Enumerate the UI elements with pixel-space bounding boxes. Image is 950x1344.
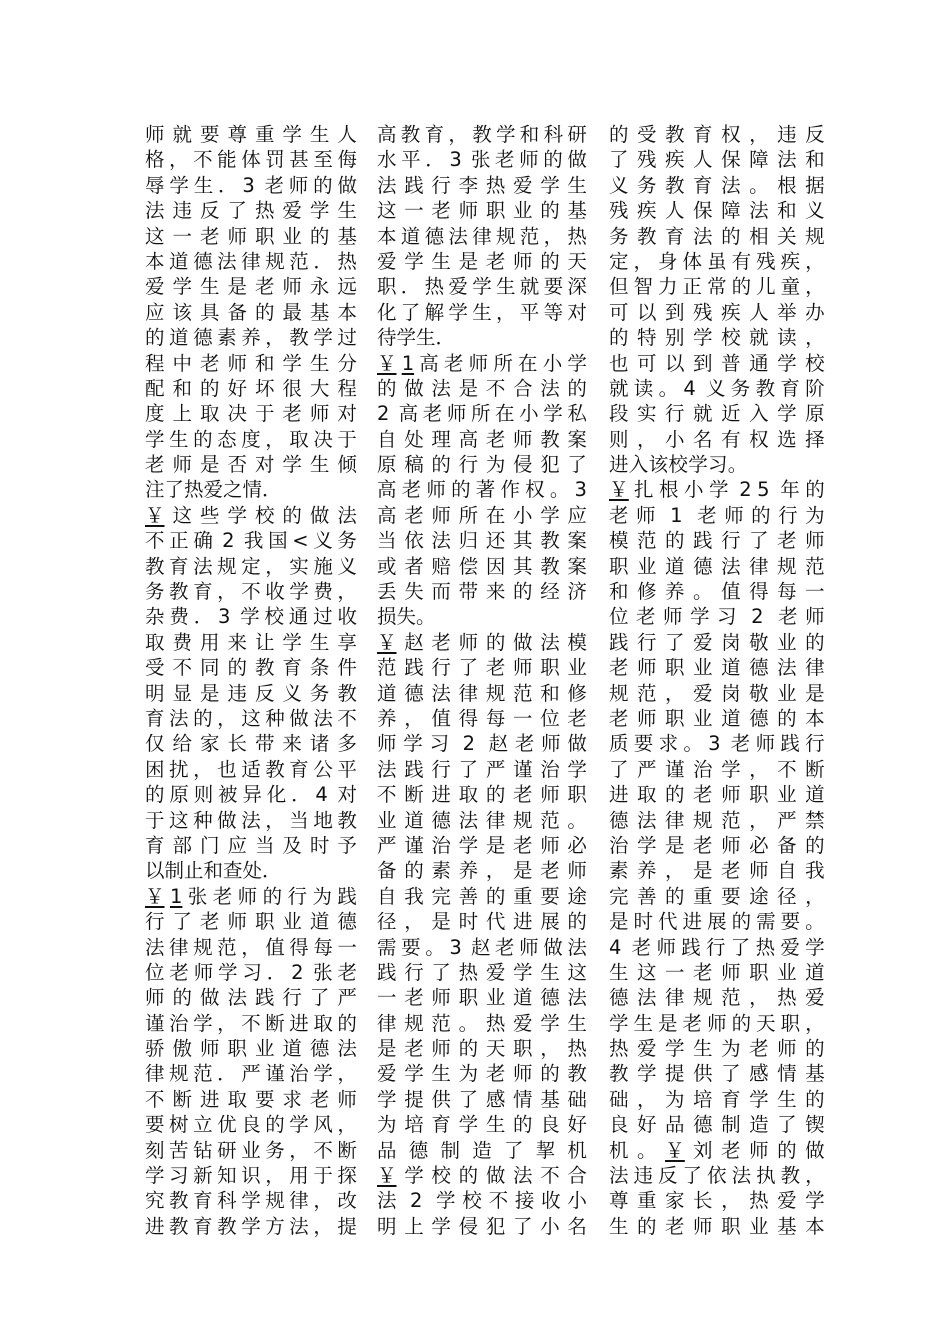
text-line: 可 以 到 残 疾 人 举 办	[609, 300, 825, 324]
text-line: 爱 学 生 为 老 师 的 教	[377, 1062, 587, 1086]
text-line: 了 残 疾 人 保 障 法 和	[609, 148, 825, 172]
text-line: 不 断 进 取 的 老 师 职	[377, 783, 587, 807]
text-line	[377, 604, 587, 629]
text-line: 规 范 ， 爱 岗 敬 业 是	[609, 681, 825, 705]
text-line: 爱 学 生 是 老 师 的 天	[377, 249, 587, 273]
text-line: 育 法 的 ， 这 种 做 法 不	[145, 706, 357, 730]
text-line: 师 学 习 2 赵 老 师 做	[377, 732, 587, 756]
text-line: ￥ 学 校 的 做 法 不 合	[377, 1164, 587, 1188]
text-line: 这 一 老 师 职 业 的 基	[377, 199, 587, 223]
text-line: ￥ 1 高 老 师 所 在 小 学	[377, 351, 587, 375]
text-line	[145, 858, 357, 883]
text-line: 2 高 老 师 所 在 小 学 私	[377, 402, 587, 426]
text-line: ￥ 这 些 学 校 的 做 法	[145, 503, 357, 527]
text-line: 生 的 老 师 职 业 基 本	[609, 1214, 825, 1238]
text-line: 法 违 反 了 热 爱 学 生	[145, 199, 357, 223]
text-line: 是 时 代 进 展 的 需 要 。	[609, 910, 825, 934]
text-line: 于 这 种 做 法 ， 当 地 教	[145, 808, 357, 832]
text-line: 4 老 师 践 行 了 热 爱 学	[609, 935, 825, 959]
text-line: 究 教 育 科 学 规 律 ， 改	[145, 1189, 357, 1213]
text-line: 的 做 法 是 不 合 法 的	[377, 376, 587, 400]
text-line: 律 规 范 。 热 爱 学 生	[377, 1011, 587, 1035]
text-line: 要 树 立 优 良 的 学 风 ，	[145, 1113, 357, 1137]
text-line: 丢 失 而 带 来 的 经 济	[377, 580, 587, 604]
text-line: 备 的 素 养 ， 是 老 师	[377, 859, 587, 883]
text-line: 和 修 养 。 值 得 每 一	[609, 580, 825, 604]
text-line: 模 范 的 践 行 了 老 师	[609, 529, 825, 553]
text-line: 践 行 了 爱 岗 敬 业 的	[609, 630, 825, 654]
text-line	[145, 477, 357, 502]
text-line: 一 老 师 职 业 道 德 法	[377, 986, 587, 1010]
text-line: 程 中 老 师 和 学 生 分	[145, 351, 357, 375]
text-line: 需 要 。 3 赵 老 师 做 法	[377, 935, 587, 959]
text-line: 为 培 育 学 生 的 良 好	[377, 1113, 587, 1137]
line-text: 进入该校学习。	[609, 453, 748, 477]
text-line: 法 践 行 了 严 谨 治 学	[377, 757, 587, 781]
text-line: 治 学 是 老 师 必 备 的	[609, 833, 825, 857]
line-text: 待学生．	[377, 326, 456, 350]
text-line: 老 师 职 业 道 德 法 律	[609, 656, 825, 680]
text-line: 谨 治 学 ， 不 断 进 取 的	[145, 1011, 357, 1035]
text-line: 配 和 的 好 坏 很 大 程	[145, 376, 357, 400]
text-line: 杂 费 ． 3 学 校 通 过 收	[145, 605, 357, 629]
text-line: 范 践 行 了 老 师 职 业	[377, 656, 587, 680]
text-line: 受 不 同 的 教 育 条 件	[145, 656, 357, 680]
text-line: 学 提 供 了 感 情 基 础	[377, 1087, 587, 1111]
text-line: 不 断 进 取 要 求 老 师	[145, 1087, 357, 1111]
text-line: 律 规 范 ． 严 谨 治 学 ，	[145, 1062, 357, 1086]
text-line	[377, 325, 587, 350]
text-line: 法 律 规 范 ， 值 得 每 一	[145, 935, 357, 959]
text-line: 老 师 职 业 道 德 的 本	[609, 706, 825, 730]
text-line: 辱 学 生 ． 3 老 师 的 做	[145, 173, 357, 197]
text-line: 师 就 要 尊 重 学 生 人	[145, 123, 357, 146]
text-line: 就 读 。 4 义 务 教 育 阶	[609, 376, 825, 400]
text-line	[609, 452, 825, 477]
text-line: 刻 苦 钻 研 业 务 ， 不 断	[145, 1138, 357, 1162]
text-line: 高 老 师 所 在 小 学 应	[377, 503, 587, 527]
text-line: 务 教 育 ， 不 收 学 费 ，	[145, 580, 357, 604]
text-line: 的 道 德 素 养 ， 教 学 过	[145, 326, 357, 350]
text-line: 自 我 完 善 的 重 要 途	[377, 884, 587, 908]
text-line: 残 疾 人 保 障 法 和 义	[609, 199, 825, 223]
text-line: 位 老 师 学 习 2 老 师	[609, 605, 825, 629]
text-line: 学 生 的 态 度 ， 取 决 于	[145, 427, 357, 451]
text-line: 了 严 谨 治 学 ， 不 断	[609, 757, 825, 781]
text-line: 水 平 ． 3 张 老 师 的 做	[377, 148, 587, 172]
text-line: 业 道 德 法 律 规 范 。	[377, 808, 587, 832]
text-line: 仅 给 家 长 带 来 诸 多	[145, 732, 357, 756]
text-line: 法 践 行 李 热 爱 学 生	[377, 173, 587, 197]
text-line: 职 业 道 德 法 律 规 范	[609, 554, 825, 578]
text-line: 义 务 教 育 法 。 根 据	[609, 173, 825, 197]
text-column-1	[145, 122, 357, 1239]
text-line: 德 法 律 规 范 ， 严 禁	[609, 808, 825, 832]
text-line: 品 德 制 造 了 挈 机	[377, 1138, 587, 1162]
text-line: 则 ， 小 名 有 权 选 择	[609, 427, 825, 451]
text-line: 的 特 别 学 校 就 读 ，	[609, 326, 825, 350]
line-text: 以制止和查处．	[145, 859, 282, 883]
text-line: 道 德 法 律 规 范 和 修	[377, 681, 587, 705]
text-column-3	[609, 122, 825, 1239]
text-line: 严 谨 治 学 是 老 师 必	[377, 833, 587, 857]
text-line: 本 道 德 法 律 规 范 ． 热	[145, 249, 357, 273]
text-line: 本 道 德 法 律 规 范 ， 热	[377, 224, 587, 248]
text-line: 当 依 法 归 还 其 教 案	[377, 529, 587, 553]
text-line: 自 处 理 高 老 师 教 案	[377, 427, 587, 451]
text-line: 育 部 门 应 当 及 时 予	[145, 833, 357, 857]
text-line: 职 ． 热 爱 学 生 就 要 深	[377, 275, 587, 299]
text-line: 困 扰 ， 也 适 教 育 公 平	[145, 757, 357, 781]
text-line: 不 正 确 2 我 国 < 义 务	[145, 529, 357, 553]
text-line: 德 法 律 规 范 ， 热 爱	[609, 986, 825, 1010]
text-line: ￥ 扎 根 小 学 2 5 年 的	[609, 478, 825, 502]
line-text: 注了热爱之情．	[145, 478, 282, 502]
text-line: 教 学 提 供 了 感 情 基	[609, 1062, 825, 1086]
text-line: 进 取 的 老 师 职 业 道	[609, 783, 825, 807]
text-line: 的 受 教 育 权 ， 违 反	[609, 123, 825, 146]
text-line: 的 原 则 被 异 化 ． 4 对	[145, 783, 357, 807]
text-line: 进 教 育 教 学 方 法 ， 提	[145, 1214, 357, 1238]
text-line: 定 ， 身 体 虽 有 残 疾 ，	[609, 249, 825, 273]
text-line: 生 这 一 老 师 职 业 道	[609, 960, 825, 984]
text-line: 格 ， 不 能 体 罚 甚 至 侮	[145, 148, 357, 172]
text-line: 应 该 具 备 的 最 基 本	[145, 300, 357, 324]
text-line: 素 养 ， 是 老 师 自 我	[609, 859, 825, 883]
text-line: 明 上 学 侵 犯 了 小 名	[377, 1214, 587, 1238]
text-line: 度 上 取 决 于 老 师 对	[145, 402, 357, 426]
text-line: 行 了 老 师 职 业 道 德	[145, 910, 357, 934]
text-line: 骄 傲 师 职 业 道 德 法	[145, 1037, 357, 1061]
text-line: 质 要 求 。 3 老 师 践 行	[609, 732, 825, 756]
text-line: 这 一 老 师 职 业 的 基	[145, 224, 357, 248]
text-line: 教 育 法 规 定 ， 实 施 义	[145, 554, 357, 578]
text-line: 取 费 用 来 让 学 生 享	[145, 630, 357, 654]
text-line: 法 2 学 校 不 接 收 小	[377, 1189, 587, 1213]
text-line: 化 了 解 学 生 ， 平 等 对	[377, 300, 587, 324]
line-text: 损失。	[377, 605, 436, 629]
text-line: 爱 学 生 是 老 师 永 远	[145, 275, 357, 299]
text-line: 是 老 师 的 天 职 ， 热	[377, 1037, 587, 1061]
text-column-2	[377, 122, 587, 1239]
text-line: 段 实 行 就 近 入 学 原	[609, 402, 825, 426]
text-line: 位 老 师 学 习 ． 2 张 老	[145, 960, 357, 984]
text-line: 良 好 品 德 制 造 了 锲	[609, 1113, 825, 1137]
text-line: ￥ 1 张 老 师 的 行 为 践	[145, 884, 357, 908]
text-line: 养 ， 值 得 每 一 位 老	[377, 706, 587, 730]
text-line: 机 。 ￥ 刘 老 师 的 做	[609, 1138, 825, 1162]
text-line: 老 师 1 老 师 的 行 为	[609, 503, 825, 527]
text-line: 老 师 是 否 对 学 生 倾	[145, 453, 357, 477]
text-line: 或 者 赔 偿 因 其 教 案	[377, 554, 587, 578]
text-line: 但 智 力 正 常 的 儿 童 ，	[609, 275, 825, 299]
text-line: 热 爱 学 生 为 老 师 的	[609, 1037, 825, 1061]
text-line: 践 行 了 热 爱 学 生 这	[377, 960, 587, 984]
text-line: 径 ， 是 时 代 进 展 的	[377, 910, 587, 934]
text-line: 师 的 做 法 践 行 了 严	[145, 986, 357, 1010]
text-line: 尊 重 家 长 ， 热 爱 学	[609, 1189, 825, 1213]
text-line: 完 善 的 重 要 途 径 ，	[609, 884, 825, 908]
text-line: ￥ 赵 老 师 的 做 法 模	[377, 630, 587, 654]
text-line: 高 老 师 的 著 作 权 。 3	[377, 478, 587, 502]
text-line: 学 习 新 知 识 ， 用 于 探	[145, 1164, 357, 1188]
text-line: 务 教 育 法 的 相 关 规	[609, 224, 825, 248]
text-line: 学 生 是 老 师 的 天 职 ，	[609, 1011, 825, 1035]
text-line: 明 显 是 违 反 义 务 教	[145, 681, 357, 705]
text-line: 原 稿 的 行 为 侵 犯 了	[377, 453, 587, 477]
text-line: 法 违 反 了 依 法 执 教 ，	[609, 1164, 825, 1188]
text-line: 高 教 育 ， 教 学 和 科 研	[377, 123, 587, 146]
text-line: 也 可 以 到 普 通 学 校	[609, 351, 825, 375]
text-line: 础 ， 为 培 育 学 生 的	[609, 1087, 825, 1111]
